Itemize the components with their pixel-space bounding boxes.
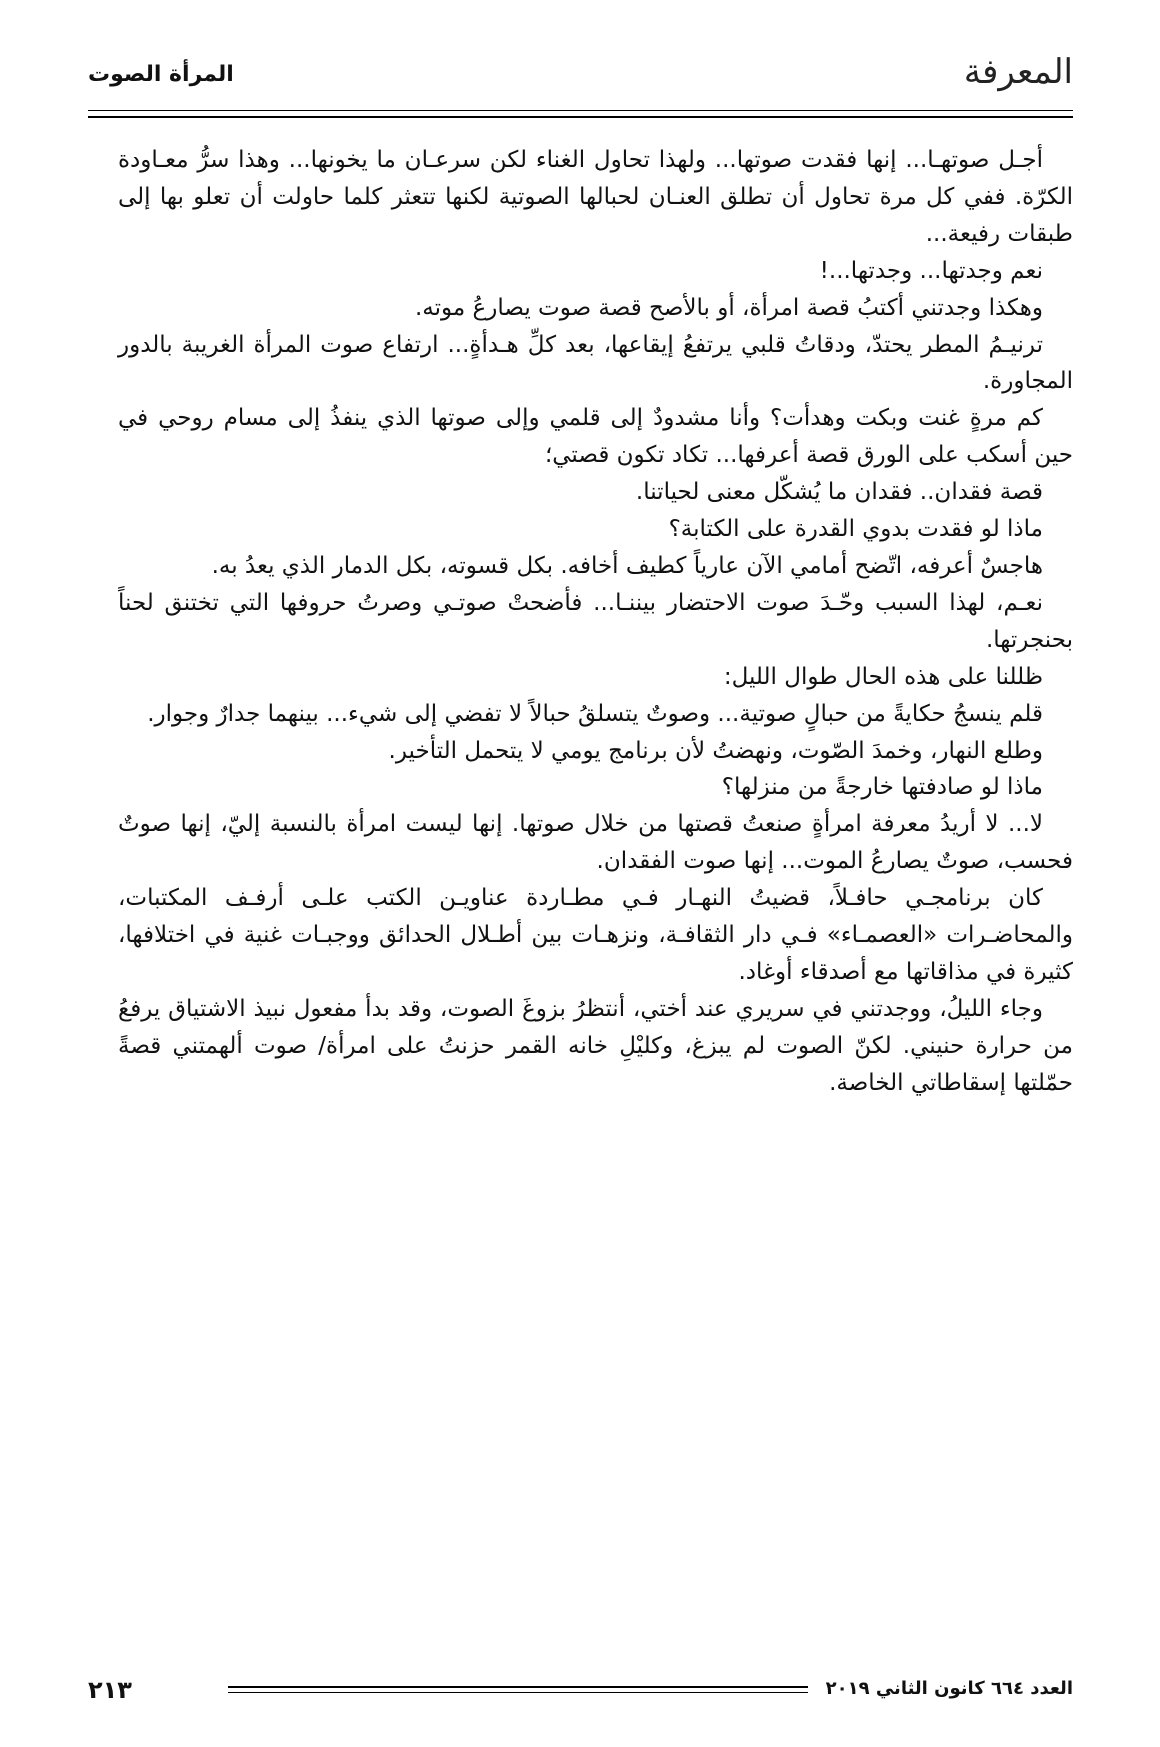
paragraph: وجاء الليلُ، ووجدتني في سريري عند أختي، أنتظرُ بزوغَ الصوت، وقد بدأ مفعول نبيذ الاشتياق يرفعُ من حرارة حنيني. لكنّ الصوت لم يبزغ، وكليْلِ خانه القمر حزنتُ على امرأة/ صوت ألهمتني قصةً حمّلتها إسقاطاتي الخاصة. [118, 995, 1073, 1096]
issue-info: العدد ٦٦٤ كانون الثاني ٢٠١٩ [825, 1678, 1073, 1699]
magazine-logo: المعرفة [963, 52, 1073, 92]
paragraph: نعم وجدتها... وجدتها...! [819, 257, 1043, 284]
paragraph: وطلع النهار، وخمدَ الصّوت، ونهضتُ لأن برنامج يومي لا يتحمل التأخير. [388, 737, 1043, 764]
header-divider [88, 110, 1073, 118]
paragraph: هاجسٌ أعرفه، اتّضح أمامي الآن عارياً كطيف أخافه. بكل قسوته، بكل الدمار الذي يعدُ به. [211, 552, 1043, 579]
page-footer [88, 1676, 1073, 1706]
paragraph: ماذا لو فقدت بدوي القدرة على الكتابة؟ [668, 516, 1043, 543]
paragraph: ماذا لو صادفتها خارجةً من منزلها؟ [721, 774, 1043, 801]
paragraph: كان برنامجـي حافـلاً، قضيتُ النهـار فـي مطـاردة عناويـن الكتب علـى أرفـف المكتبات، والمحاضـرات «العصمـاء» فـي دار الثقافـة، ونزهـات بين أطـلال الحدائق ووجبـات غنية في اختلافها، كثيرة في مذاقاتها مع أصدقاء أوغاد. [118, 885, 1073, 985]
paragraph: وهكذا وجدتني أكتبُ قصة امرأة، أو بالأصح قصة صوت يصارعُ موته. [415, 294, 1043, 321]
paragraph: قصة فقدان.. فقدان ما يُشكّل معنى لحياتنا. [635, 479, 1043, 506]
paragraph: كم مرةٍ غنت وبكت وهدأت؟ وأنا مشدودٌ إلى قلمي وإلى صوتها الذي ينفذُ إلى مسام روحي في حين أسكب على الورق قصة أعرفها... تكاد تكون قصتي؛ [118, 405, 1073, 469]
paragraph: أجـل صوتهـا... إنها فقدت صوتها... ولهذا تحاول الغناء لكن سرعـان ما يخونها... وهذا سرُّ معـاودة الكرّة. ففي كل مرة تحاول أن تطلق العنـان لحبالها الصوتية لكنها تتعثر كلما حاولت أن تعلو بها إلى طبقات رفيعة... [118, 147, 1073, 247]
article-body [118, 142, 1073, 1102]
paragraph: قلم ينسجُ حكايةً من حبالٍ صوتية... وصوتٌ يتسلقُ حبالاً لا تفضي إلى شيء... بينهما جدارٌ وجوار. [147, 700, 1043, 727]
section-title: المرأة الصوت [88, 62, 234, 87]
page-header [88, 52, 1073, 102]
footer-divider [228, 1686, 808, 1693]
paragraph: ظللنا على هذه الحال طوال الليل: [723, 663, 1043, 690]
page-number: ٢١٣ [88, 1676, 132, 1704]
paragraph: نعـم، لهذا السبب وحّـدَ صوت الاحتضار بيننـا... فأضحتْ صوتـي وصرتُ حروفها التي تختنق لحناً بحنجرتها. [118, 589, 1073, 653]
paragraph: لا... لا أريدُ معرفة امرأةٍ صنعتُ قصتها من خلال صوتها. إنها ليست امرأة بالنسبة إليّ، إنها صوتٌ فحسب، صوتٌ يصارعُ الموت... إنها صوت الفقدان. [118, 811, 1073, 875]
paragraph: ترنيـمُ المطر يحتدّ، ودقاتُ قلبي يرتفعُ إيقاعها، بعد كلِّ هـدأةٍ... ارتفاع صوت المرأة الغريبة بالدور المجاورة. [118, 331, 1073, 395]
